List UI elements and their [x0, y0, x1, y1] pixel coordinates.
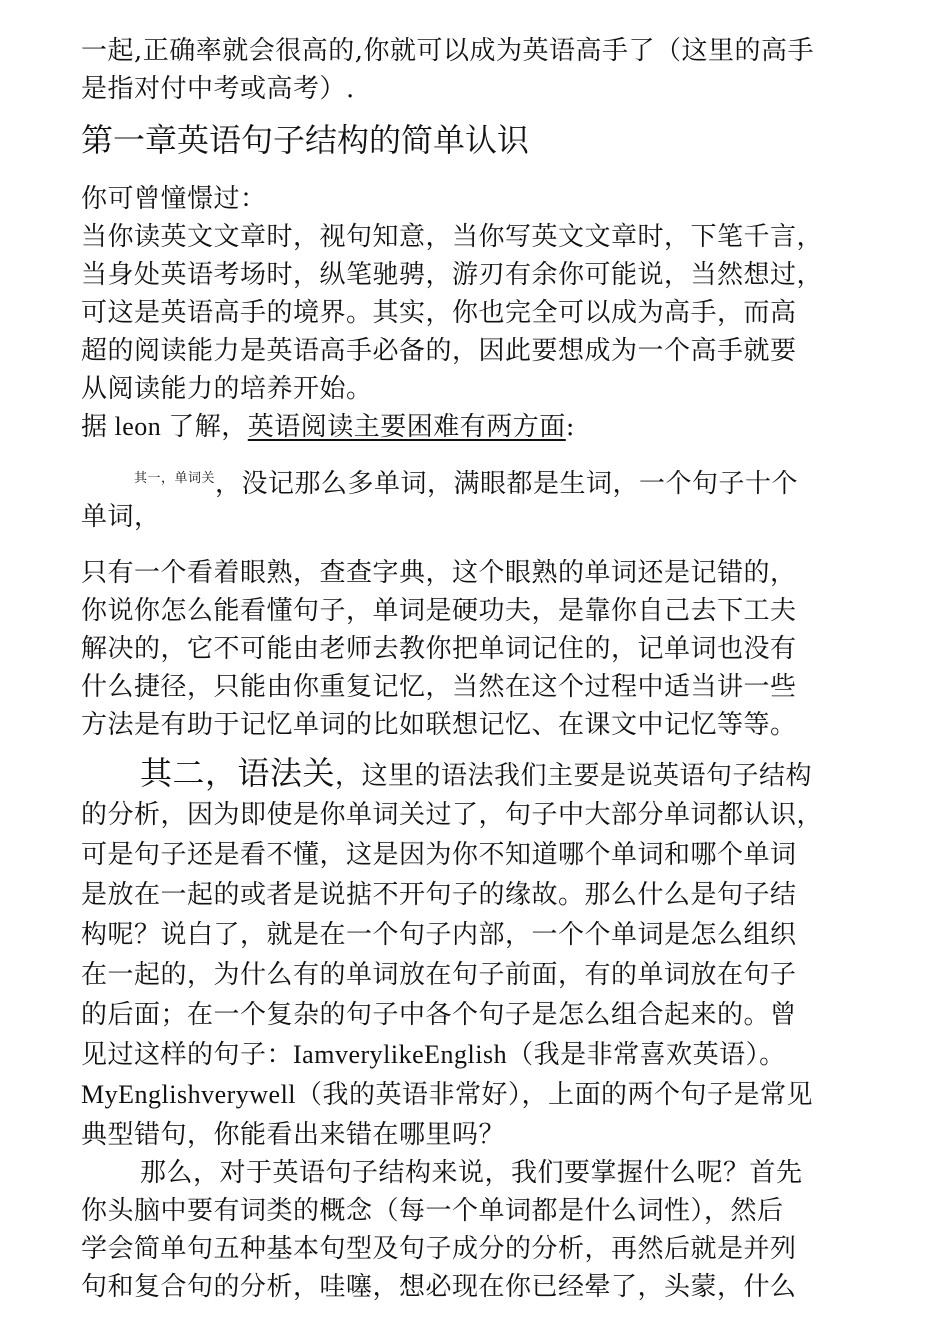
grammar-line-1-text: ，这里的语法我们主要是说英语句子结构 — [335, 761, 813, 791]
chapter-title: 第一章英语句子结构的简单认识 — [81, 121, 530, 159]
closing-line-1: 那么，对于英语句子结构来说，我们要掌握什么呢？首先 — [140, 1158, 803, 1188]
section1-line-1: 你可曾憧憬过： — [81, 184, 267, 214]
section1-line-4: 可这是英语高手的境界。其实，你也完全可以成为高手，而高 — [81, 298, 797, 328]
grammar-example-1-prefix: 见过这样的句子： — [81, 1040, 294, 1070]
vocab-para-line-5: 方法是有助于记忆单词的比如联想记忆、在课文中记忆等等。 — [81, 710, 797, 740]
leon-line — [81, 410, 871, 444]
grammar-line-4: 是放在一起的或者是说掂不开句子的缘故。那么什么是句子结 — [81, 880, 797, 910]
grammar-line-6: 在一起的，为什么有的单词放在句子前面，有的单词放在句子 — [81, 960, 797, 990]
grammar-example-2-english: MyEnglishverywell — [81, 1080, 297, 1109]
vocab-para-line-3: 解决的，它不可能由老师去教你把单词记住的，记单词也没有 — [81, 634, 797, 664]
vocab-line-1 — [134, 462, 874, 501]
grammar-line-1 — [140, 756, 875, 793]
leon-suffix: : — [565, 412, 576, 442]
leon-prefix: 据 leon 了解， — [81, 412, 248, 441]
grammar-example-1-line — [81, 1038, 871, 1072]
closing-line-2: 你头脑中要有词类的概念（每一个单词都是什么词性），然后 — [81, 1196, 784, 1226]
intro-line-1: 一起,正确率就会很高的,你就可以成为英语高手了（这里的高手 — [81, 36, 815, 66]
grammar-line-7: 的后面；在一个复杂的句子中各个句子是怎么组合起来的。曾 — [81, 1000, 797, 1030]
vocab-line-1-text: ，没记那么多单词，满眼都是生词，一个句子十个 — [215, 469, 799, 499]
intro-line-2: 是指对付中考或高考）. — [81, 74, 355, 104]
section1-line-3: 当身处英语考场时，纵笔驰骋，游刃有余你可能说，当然想过， — [81, 260, 824, 290]
closing-line-4: 句和复合句的分析，哇噻，想必现在你已经晕了，头蒙，什么 — [81, 1272, 797, 1302]
grammar-line-3: 可是句子还是看不懂，这是因为你不知道哪个单词和哪个单词 — [81, 840, 797, 870]
leon-underlined-text: 英语阅读主要困难有两方面 — [247, 412, 566, 442]
vocab-para-line-1: 只有一个看着眼熟，查查字典，这个眼熟的单词还是记错的， — [81, 558, 797, 588]
section1-line-2: 当你读英文文章时，视句知意，当你写英文文章时，下笔千言， — [81, 222, 824, 252]
grammar-example-end-line: 典型错句，你能看出来错在哪里吗？ — [81, 1120, 506, 1150]
grammar-line-5: 构呢？说白了，就是在一个句子内部，一个个单词是怎么组织 — [81, 920, 797, 950]
grammar-example-1-english: IamverylikeEnglish — [293, 1040, 508, 1069]
section1-line-5: 超的阅读能力是英语高手必备的，因此要想成为一个高手就要 — [81, 336, 797, 366]
grammar-example-2-chinese: （我的英语非常好），上面的两个句子是常见 — [296, 1080, 814, 1110]
grammar-example-1-chinese: （我是非常喜欢英语）。 — [507, 1040, 786, 1070]
grammar-line-2: 的分析，因为即使是你单词关过了，句子中大部分单词都认识， — [81, 800, 824, 830]
vocab-para-line-4: 什么捷径，只能由你重复记忆，当然在这个过程中适当讲一些 — [81, 672, 797, 702]
closing-line-3: 学会简单句五种基本句型及句子成分的分析，再然后就是并列 — [81, 1234, 797, 1264]
vocab-small-label: 其一，单词关 — [134, 471, 216, 486]
grammar-big-label: 其二，语法关 — [140, 754, 336, 792]
vocab-para-line-2: 你说你怎么能看懂句子，单词是硬功夫，是靠你自己去下工夫 — [81, 596, 797, 626]
vocab-line-2: 单词， — [81, 502, 161, 532]
section1-line-6: 从阅读能力的培养开始。 — [81, 374, 373, 404]
grammar-example-2-line — [81, 1078, 871, 1112]
